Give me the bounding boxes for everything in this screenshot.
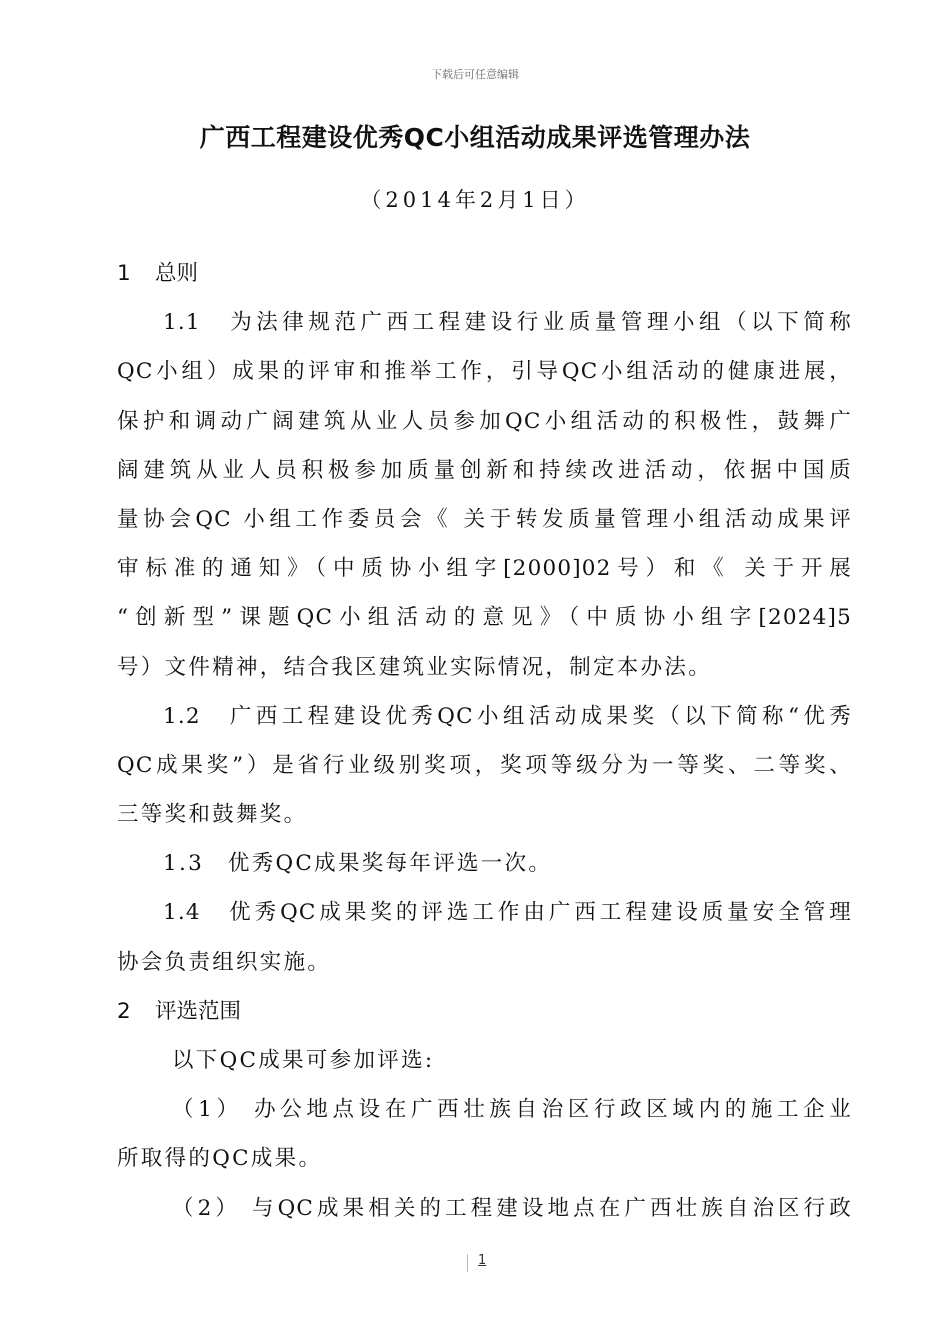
paragraph-line: 1.1 为法律规范广西工程建设行业质量管理小组（以下简称 xyxy=(163,310,852,336)
section-heading-1: 1 总则 xyxy=(117,261,199,286)
paragraph-line: “创新型”课题QC小组活动的意见》（中质协小组字[2024]5 xyxy=(117,605,852,631)
footer-divider xyxy=(467,1254,468,1272)
page-number: 1 xyxy=(478,1253,487,1268)
paragraph-line: 三等奖和鼓舞奖。 xyxy=(117,802,308,828)
paragraph-line: 1.3 优秀QC成果奖每年评选一次。 xyxy=(163,851,553,877)
paragraph-line: QC小组）成果的评审和推举工作，引导QC小组活动的健康进展， xyxy=(117,359,852,385)
paragraph-line: 量协会QC 小组工作委员会《 关于转发质量管理小组活动成果评 xyxy=(117,506,852,532)
paragraph-line: 审标准的通知》（中质协小组字[2000]02号）和《 关于开展 xyxy=(117,556,852,582)
paragraph-line: 保护和调动广阔建筑从业人员参加QC小组活动的积极性，鼓舞广 xyxy=(117,408,852,434)
paragraph-line: （1） 办公地点设在广西壮族自治区行政区域内的施工企业 xyxy=(172,1097,852,1123)
page-footer xyxy=(0,1250,950,1280)
document-date: （2014年2月1日） xyxy=(360,188,590,212)
paragraph-line: 1.4 优秀QC成果奖的评选工作由广西工程建设质量安全管理 xyxy=(163,900,852,926)
paragraph-line: 阔建筑从业人员积极参加质量创新和持续改进活动，依据中国质 xyxy=(117,457,852,483)
paragraph-line: 1.2 广西工程建设优秀QC小组活动成果奖（以下简称“优秀 xyxy=(163,703,852,729)
paragraph-line: 以下QC成果可参加评选: xyxy=(172,1048,435,1073)
watermark-text: 下载后可任意编辑 xyxy=(431,68,519,81)
section-heading-2: 2 评选范围 xyxy=(117,998,242,1024)
page-title: 广西工程建设优秀QC小组活动成果评选管理办法 xyxy=(199,123,751,152)
paragraph-line: （2） 与QC成果相关的工程建设地点在广西壮族自治区行政 xyxy=(172,1195,852,1221)
document-body xyxy=(117,256,852,1240)
paragraph-line: QC成果奖”）是省行业级别奖项，奖项等级分为一等奖、二等奖、 xyxy=(117,752,852,778)
paragraph-line: 所取得的QC成果。 xyxy=(117,1146,323,1172)
paragraph-line: 协会负责组织实施。 xyxy=(117,949,332,975)
paragraph-line: 号）文件精神，结合我区建筑业实际情况，制定本办法。 xyxy=(117,654,713,680)
